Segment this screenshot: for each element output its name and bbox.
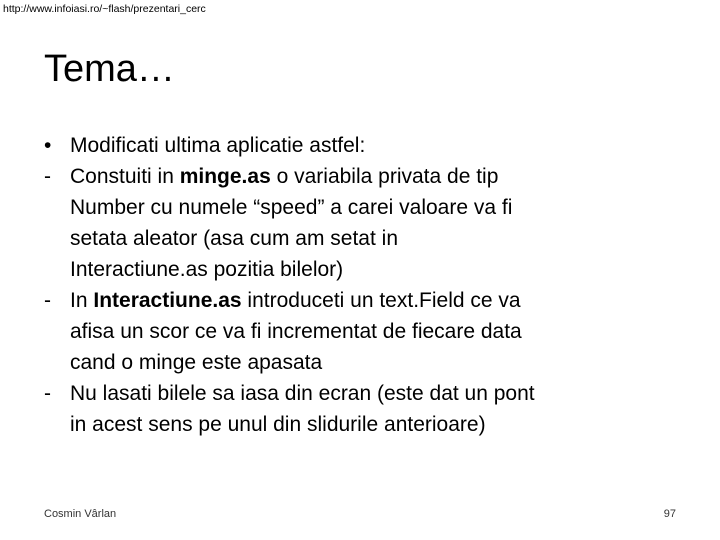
source-url: http://www.infoiasi.ro/~flash/prezentari_cerc	[3, 3, 206, 15]
item-2-text-c: introduceti un text.Field ce va	[241, 289, 521, 312]
list-item-1	[44, 161, 684, 285]
item-2-line-3: cand o minge este apasata	[70, 351, 323, 374]
item-1-bold: minge.as	[179, 165, 271, 188]
item-1-text-c: o variabila privata de tip	[270, 165, 499, 188]
item-2-text-a: In	[70, 289, 94, 312]
item-1-text-a: Constuiti in	[70, 165, 180, 188]
item-1-line-2: Number cu numele “speed” a carei valoare va fi	[70, 196, 513, 219]
slide-title: Tema…	[44, 48, 175, 90]
item-2-line-2: afisa un scor ce va fi incrementat de fiecare data	[70, 320, 522, 343]
slide-content	[44, 130, 684, 440]
intro-bullet	[44, 130, 684, 161]
item-1-line-3: setata aleator (asa cum am setat in	[70, 227, 398, 250]
page-number: 97	[663, 508, 676, 520]
footer-author: Cosmin Vârlan	[44, 508, 117, 520]
item-2-bold: Interactiune.as	[93, 289, 242, 312]
dash-marker: -	[44, 382, 51, 405]
list-item-2	[44, 285, 684, 378]
item-3-line-1: Nu lasati bilele sa iasa din ecran (este dat un pont	[70, 382, 535, 405]
item-3-line-2: in acest sens pe unul din slidurile anterioare)	[70, 413, 486, 436]
dash-marker: -	[44, 289, 51, 312]
dash-marker: -	[44, 165, 51, 188]
list-item-3	[44, 378, 684, 440]
bullet-marker: •	[44, 134, 52, 157]
intro-bullet-text: Modificati ultima aplicatie astfel:	[70, 134, 366, 157]
item-1-line-4: Interactiune.as pozitia bilelor)	[70, 258, 344, 281]
